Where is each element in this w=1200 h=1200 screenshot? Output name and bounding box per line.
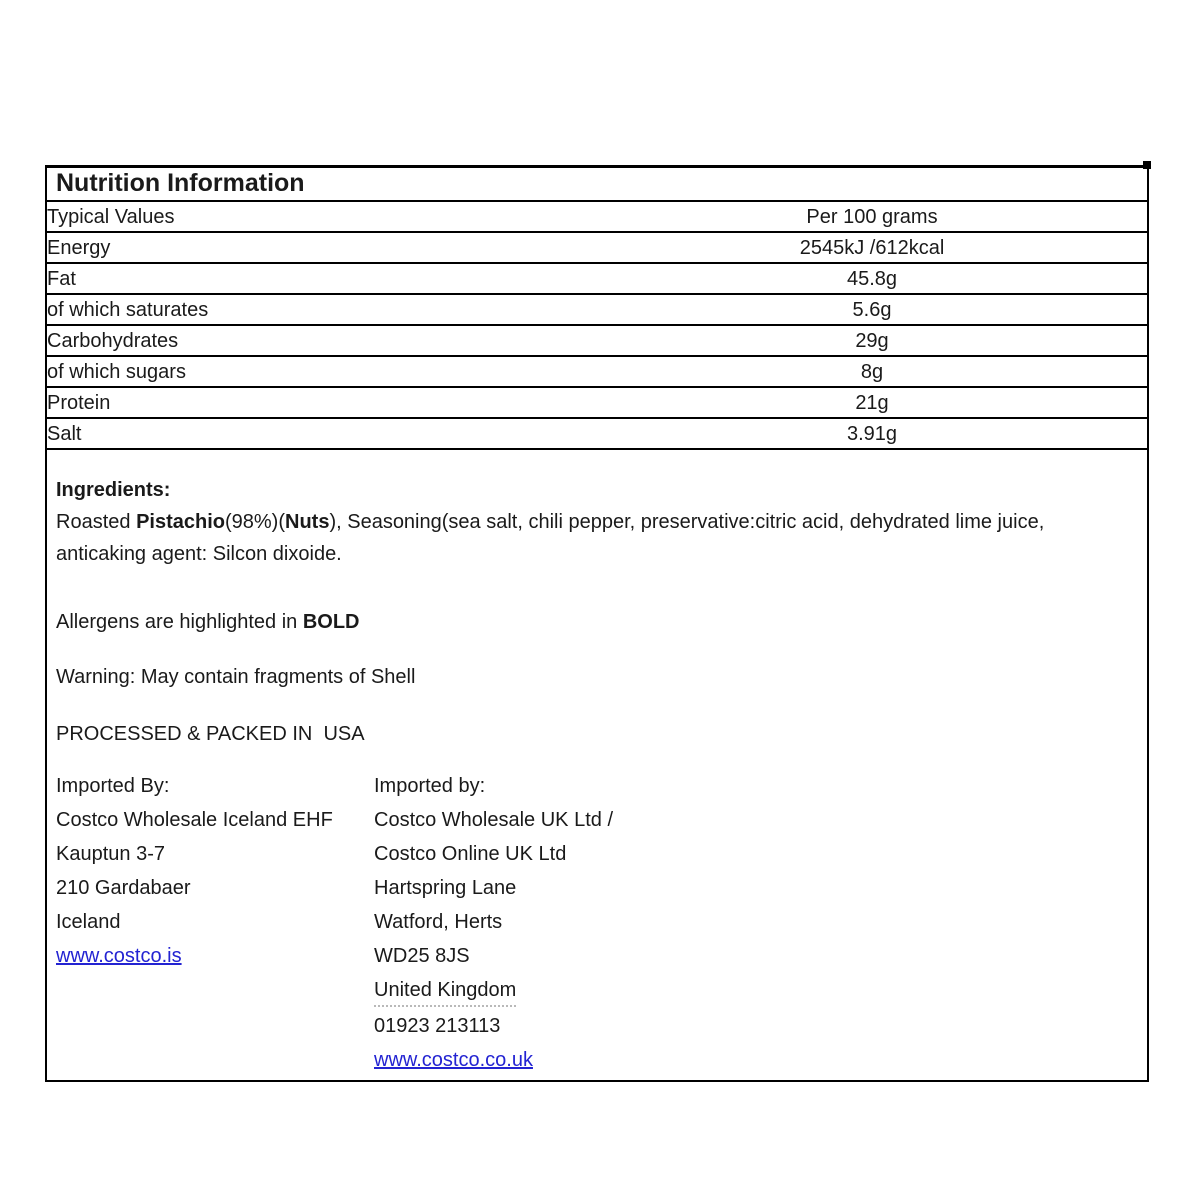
importer-line: WD25 8JS: [374, 945, 470, 967]
nutrient-name: Energy: [47, 236, 111, 259]
nutrient-name: Protein: [47, 391, 111, 414]
importer-line: Kauptun 3-7: [56, 843, 165, 865]
text-segment: Allergens are highlighted in: [56, 611, 303, 633]
table-row: [47, 201, 1147, 232]
importer-line-wrap: [374, 973, 1135, 1009]
warning-note: Warning: May contain fragments of Shell: [56, 666, 416, 688]
importer-uk-block: [374, 769, 1135, 1077]
importer-heading: Imported by:: [374, 775, 486, 797]
importer-iceland-block: [56, 769, 374, 973]
importer-line: [56, 939, 374, 973]
bold-text-segment: BOLD: [302, 611, 360, 633]
importer-line: 210 Gardabaer: [56, 877, 191, 899]
allergens-note: [56, 606, 1135, 638]
importer-phone: 01923 213113: [374, 1015, 501, 1037]
nutrient-name: Fat: [47, 267, 76, 290]
origin-note: PROCESSED & PACKED IN USA: [56, 723, 365, 745]
costco-uk-link[interactable]: www.costco.co.uk: [374, 1049, 533, 1071]
nutrient-value: Per 100 grams: [806, 205, 938, 228]
importer-line: Iceland: [56, 911, 121, 933]
label-text-content: [47, 450, 1147, 1077]
nutrient-value: 5.6g: [852, 298, 892, 321]
table-row: [47, 387, 1147, 418]
nutrition-table: [47, 168, 1147, 450]
nutrient-value: 2545kJ /612kcal: [799, 236, 945, 259]
text-segment: ), Seasoning(sea salt, chili pepper, preservative:citric acid, dehydrated lime juice, anticaking agent: Silcon dixoide.: [56, 511, 1045, 565]
table-row: [47, 418, 1147, 449]
nutrient-value: 21g: [855, 391, 889, 414]
table-row: [47, 263, 1147, 294]
nutrient-value: 45.8g: [846, 267, 898, 290]
table-row: [47, 356, 1147, 387]
importer-line: [374, 1043, 1135, 1077]
nutrition-title: Nutrition Information: [56, 169, 305, 198]
importers-section: [56, 769, 1135, 1077]
importer-line: Costco Wholesale UK Ltd /: [374, 809, 613, 831]
table-corner-handle: [1143, 161, 1151, 169]
table-row: [47, 232, 1147, 263]
text-segment: (98%)(: [224, 511, 285, 533]
importer-line: Costco Online UK Ltd: [374, 843, 567, 865]
importer-line: Watford, Herts: [374, 911, 503, 933]
nutrient-value: 8g: [860, 360, 884, 383]
nutrient-name: Typical Values: [47, 205, 175, 228]
importer-line: Costco Wholesale Iceland EHF: [56, 809, 333, 831]
nutrient-value: 29g: [855, 329, 889, 352]
costco-is-link[interactable]: www.costco.is: [56, 945, 182, 967]
label-box: [45, 165, 1149, 1082]
ingredients-heading: Ingredients:: [56, 479, 171, 501]
nutrient-name: of which sugars: [47, 360, 186, 383]
nutrient-name: Carbohydrates: [47, 329, 179, 352]
nutrition-title-row: [47, 168, 1147, 201]
nutrient-name: of which saturates: [47, 298, 209, 321]
importer-line: Hartspring Lane: [374, 877, 517, 899]
table-row: [47, 294, 1147, 325]
nutrient-name: Salt: [47, 422, 82, 445]
bold-text-segment: Pistachio: [136, 511, 225, 533]
importer-heading: Imported By:: [56, 775, 170, 797]
text-segment: Roasted: [56, 511, 137, 533]
ingredients-text: [56, 506, 1135, 570]
bold-text-segment: Nuts: [285, 511, 330, 533]
importer-line: United Kingdom: [374, 975, 516, 1007]
nutrient-value: 3.91g: [846, 422, 898, 445]
table-row: [47, 325, 1147, 356]
